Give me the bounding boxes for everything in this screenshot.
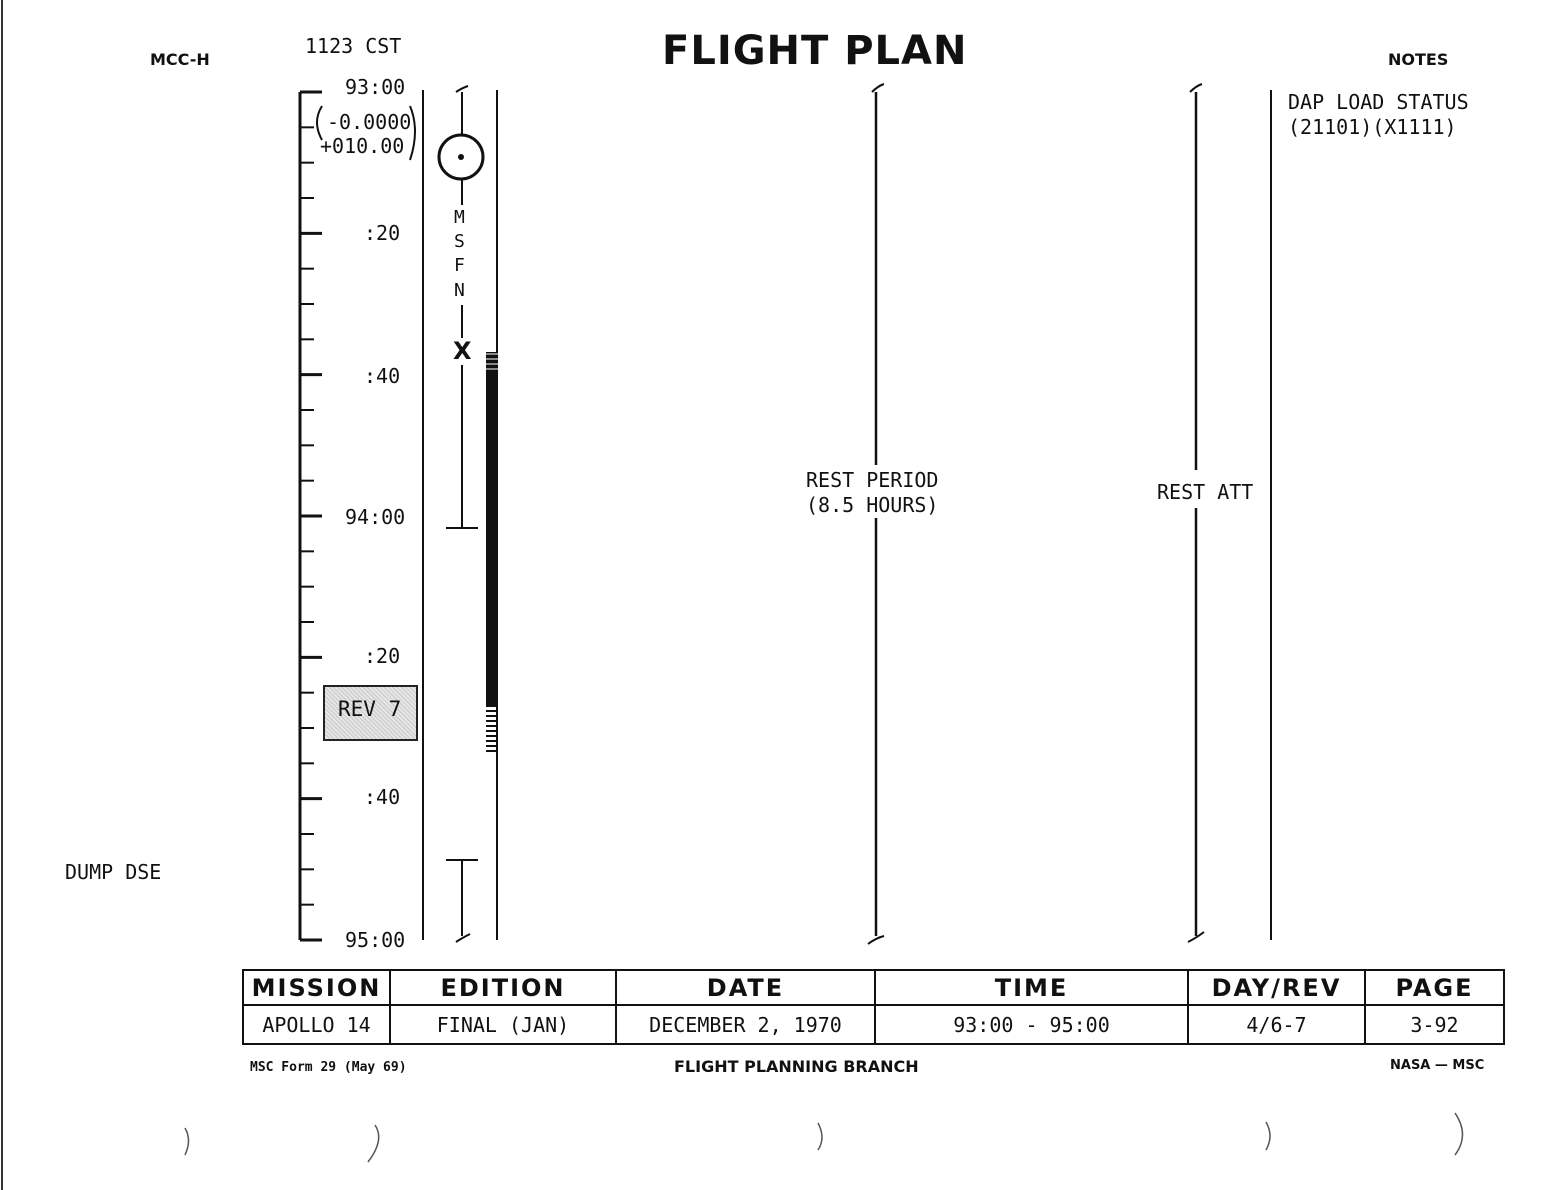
org-label: NASA — MSC — [1390, 1058, 1485, 1073]
page-title: FLIGHT PLAN — [662, 28, 968, 74]
offset-bottom: +010.00 — [320, 134, 405, 158]
rest-period-duration: (8.5 HOURS) — [806, 493, 939, 517]
rest-wave-top — [872, 84, 884, 92]
footer-header-time: TIME — [875, 970, 1188, 1005]
dap-load-status: DAP LOAD STATUS — [1288, 90, 1469, 114]
dap-load-values: (21101)(X1111) — [1288, 115, 1457, 139]
time-label-93-00: 93:00 — [345, 75, 406, 99]
footer-header-page: PAGE — [1365, 970, 1504, 1005]
branch-name: FLIGHT PLANNING BRANCH — [674, 1057, 919, 1076]
footer-header-edition: EDITION — [390, 970, 616, 1005]
footer-date: DECEMBER 2, 1970 — [616, 1005, 875, 1044]
footer-header-dayrev: DAY/REV — [1188, 970, 1365, 1005]
activity-bar — [486, 352, 497, 707]
punch-hole-mark-4 — [1266, 1122, 1270, 1150]
time-label-93-20: :20 — [364, 221, 401, 245]
time-label-94-00: 94:00 — [345, 505, 406, 529]
footer-header-date: DATE — [616, 970, 875, 1005]
dump-dse-note: DUMP DSE — [65, 860, 162, 884]
time-label-94-40: :40 — [364, 785, 401, 809]
footer-table — [242, 969, 1505, 1045]
msfn-letter-m: M — [454, 207, 465, 228]
cst-time: 1123 CST — [305, 34, 402, 58]
rest-wave-bottom — [868, 936, 884, 944]
punch-hole-mark-1 — [185, 1128, 189, 1155]
footer-time: 93:00 - 95:00 — [875, 1005, 1188, 1044]
punch-hole-mark-3 — [818, 1123, 822, 1150]
station-label: MCC-H — [150, 50, 210, 69]
time-label-93-40: :40 — [364, 364, 401, 388]
rest-att-label: REST ATT — [1157, 480, 1254, 504]
msfn-letter-s: S — [454, 231, 465, 252]
footer-value-row — [243, 1005, 1504, 1044]
footer-mission: APOLLO 14 — [243, 1005, 390, 1044]
footer-header-mission: MISSION — [243, 970, 390, 1005]
msfn-letter-n: N — [454, 280, 465, 301]
msfn-letter-f: F — [454, 255, 465, 276]
rev-label: REV 7 — [338, 697, 402, 721]
notes-header: NOTES — [1388, 50, 1449, 69]
form-number: MSC Form 29 (May 69) — [250, 1060, 407, 1075]
punch-hole-mark-2 — [368, 1125, 379, 1162]
offset-top: -0.0000 — [327, 110, 412, 134]
time-ruler — [300, 92, 322, 940]
punch-hole-mark-5 — [1455, 1113, 1463, 1155]
att-wave-top — [1190, 84, 1202, 92]
footer-page: 3-92 — [1365, 1005, 1504, 1044]
rest-period-label: REST PERIOD — [806, 468, 939, 492]
footer-header-row — [243, 970, 1504, 1005]
msfn-wave-top — [456, 86, 468, 92]
footer-edition: FINAL (JAN) — [390, 1005, 616, 1044]
time-label-94-20: :20 — [364, 644, 401, 668]
acquisition-dot — [458, 154, 464, 160]
footer-dayrev: 4/6-7 — [1188, 1005, 1365, 1044]
los-marker: X — [453, 337, 472, 365]
time-label-95-00: 95:00 — [345, 928, 406, 952]
